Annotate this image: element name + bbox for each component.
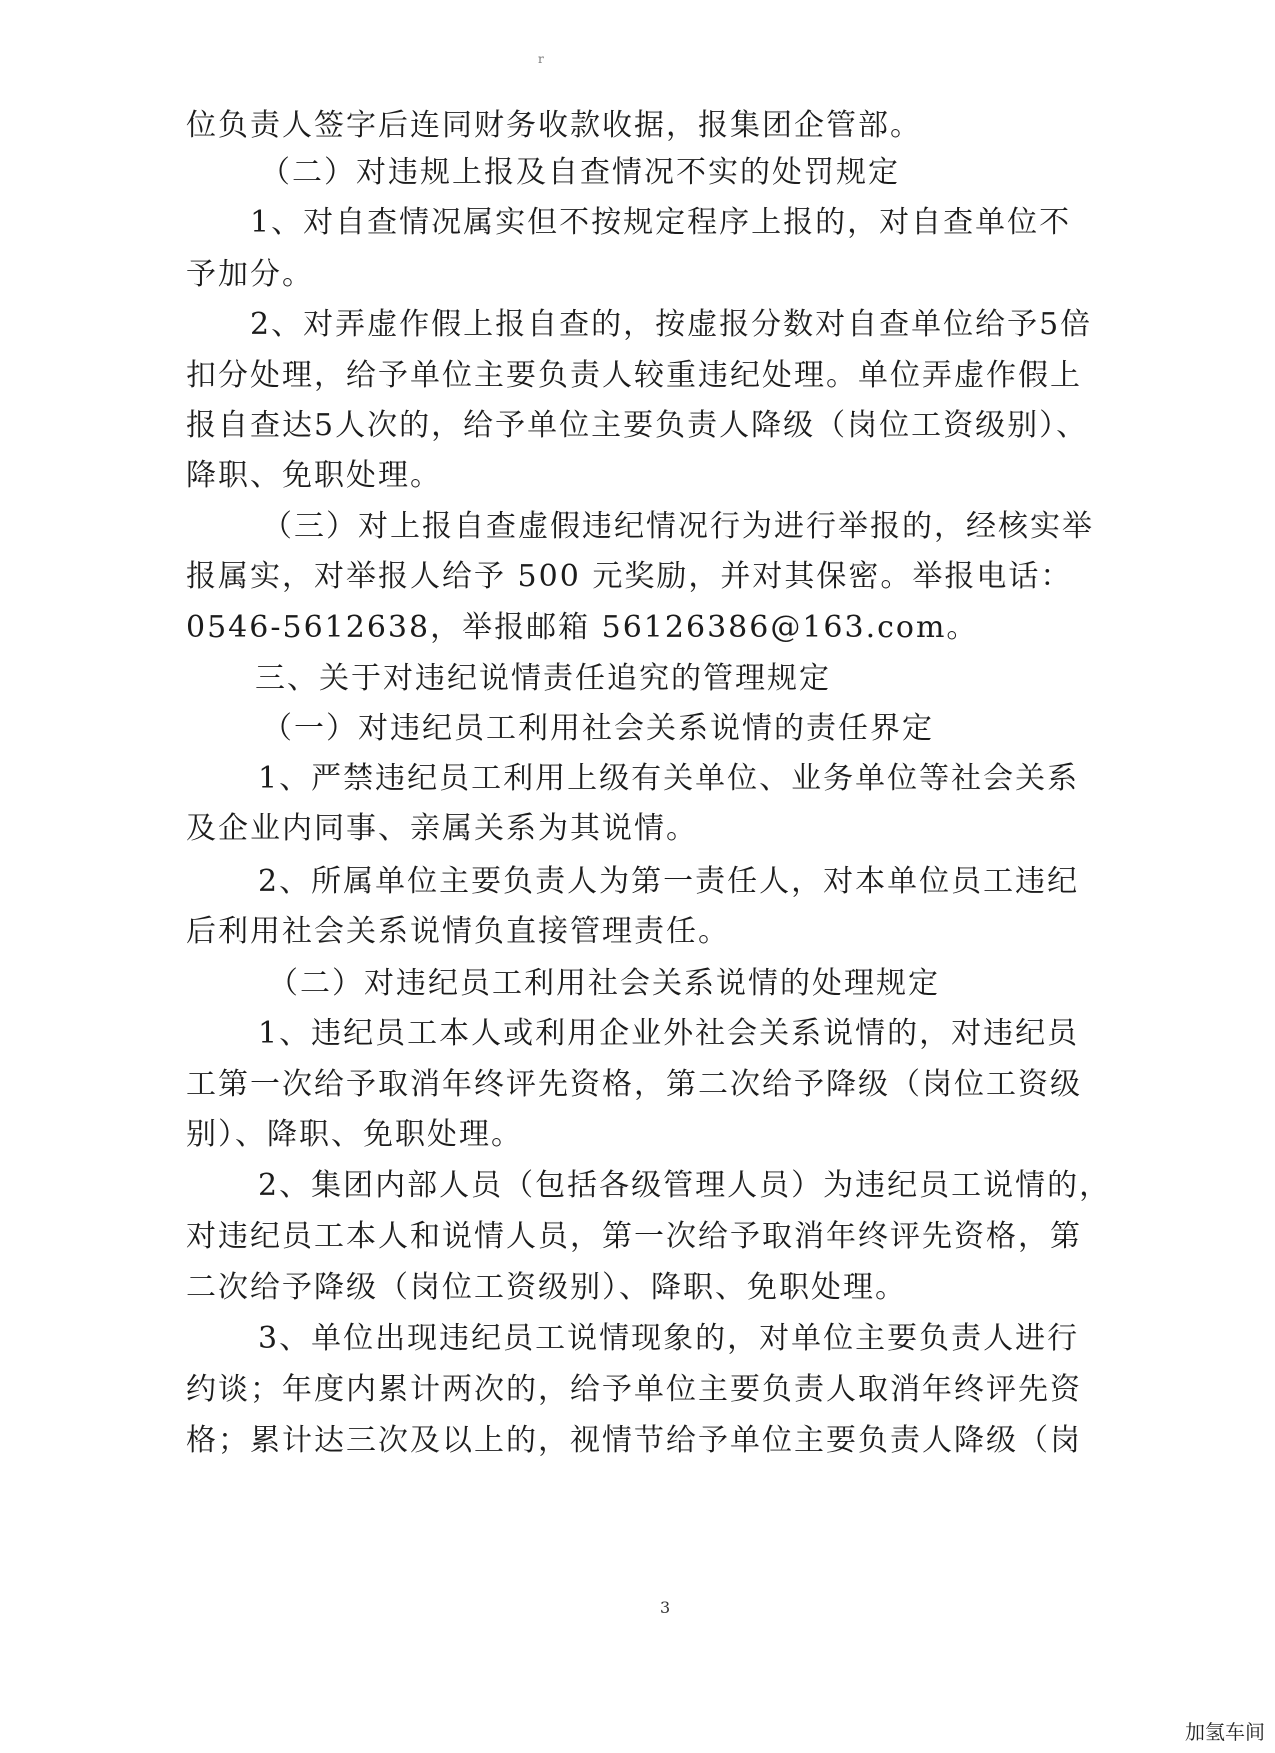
section-heading-9: （三）对上报自查虚假违纪情况行为进行举报的，经核实举 (262, 509, 1094, 544)
text-line-27: 格；累计达三次及以上的，视情节给予单位主要负责人降级（岗 (186, 1423, 1082, 1458)
text-line-1: 位负责人签字后连同财务收款收据，报集团企管部。 (186, 108, 922, 143)
text-line-16: 2、所属单位主要负责人为第一责任人，对本单位员工违纪 (258, 864, 1080, 899)
text-line-5: 2、对弄虚作假上报自查的，按虚报分数对自查单位给予5倍 (250, 307, 1093, 342)
text-line-7: 报自查达5人次的，给予单位主要负责人降级（岗位工资级别）、 (186, 408, 1089, 443)
text-line-26: 约谈；年度内累计两次的，给予单位主要负责人取消年终评先资 (186, 1372, 1082, 1407)
text-line-22: 2、集团内部人员（包括各级管理人员）为违纪员工说情的， (258, 1168, 1112, 1203)
page-number: 3 (660, 1598, 671, 1617)
text-line-20: 工第一次给予取消年终评先资格，第二次给予降级（岗位工资级 (186, 1067, 1082, 1102)
text-line-8: 降职、免职处理。 (186, 458, 442, 493)
text-line-15: 及企业内同事、亲属关系为其说情。 (186, 811, 698, 846)
text-line-25: 3、单位出现违纪员工说情现象的，对单位主要负责人进行 (258, 1321, 1080, 1356)
text-line-19: 1、违纪员工本人或利用企业外社会关系说情的，对违纪员 (258, 1016, 1080, 1051)
text-line-6: 扣分处理，给予单位主要负责人较重违纪处理。单位弄虚作假上 (186, 358, 1082, 393)
section-title: 三、关于对违纪说情责任追究的管理规定 (255, 661, 831, 696)
text-line-24: 二次给予降级（岗位工资级别）、降职、免职处理。 (186, 1270, 907, 1305)
contact-line: 0546-5612638，举报邮箱 56126386@163.com。 (186, 610, 979, 645)
text-line-3: 1、对自查情况属实但不按规定程序上报的，对自查单位不 (250, 205, 1072, 240)
text-line-10: 报属实，对举报人给予 500 元奖励，并对其保密。举报电话： (186, 559, 1073, 594)
section-heading-13: （一）对违纪员工利用社会关系说情的责任界定 (262, 711, 934, 746)
scan-mark: r (538, 52, 544, 66)
text-line-4: 予加分。 (186, 257, 314, 292)
section-heading-18: （二）对违纪员工利用社会关系说情的处理规定 (268, 966, 940, 1001)
section-heading-2: （二）对违规上报及自查情况不实的处罚规定 (260, 155, 900, 190)
text-line-23: 对违纪员工本人和说情人员，第一次给予取消年终评先资格，第 (186, 1219, 1082, 1254)
text-line-21: 别）、降职、免职处理。 (186, 1117, 523, 1152)
watermark: 加氢车间 (1185, 1720, 1265, 1744)
text-line-17: 后利用社会关系说情负直接管理责任。 (186, 914, 730, 949)
text-line-14: 1、严禁违纪员工利用上级有关单位、业务单位等社会关系 (258, 761, 1080, 796)
